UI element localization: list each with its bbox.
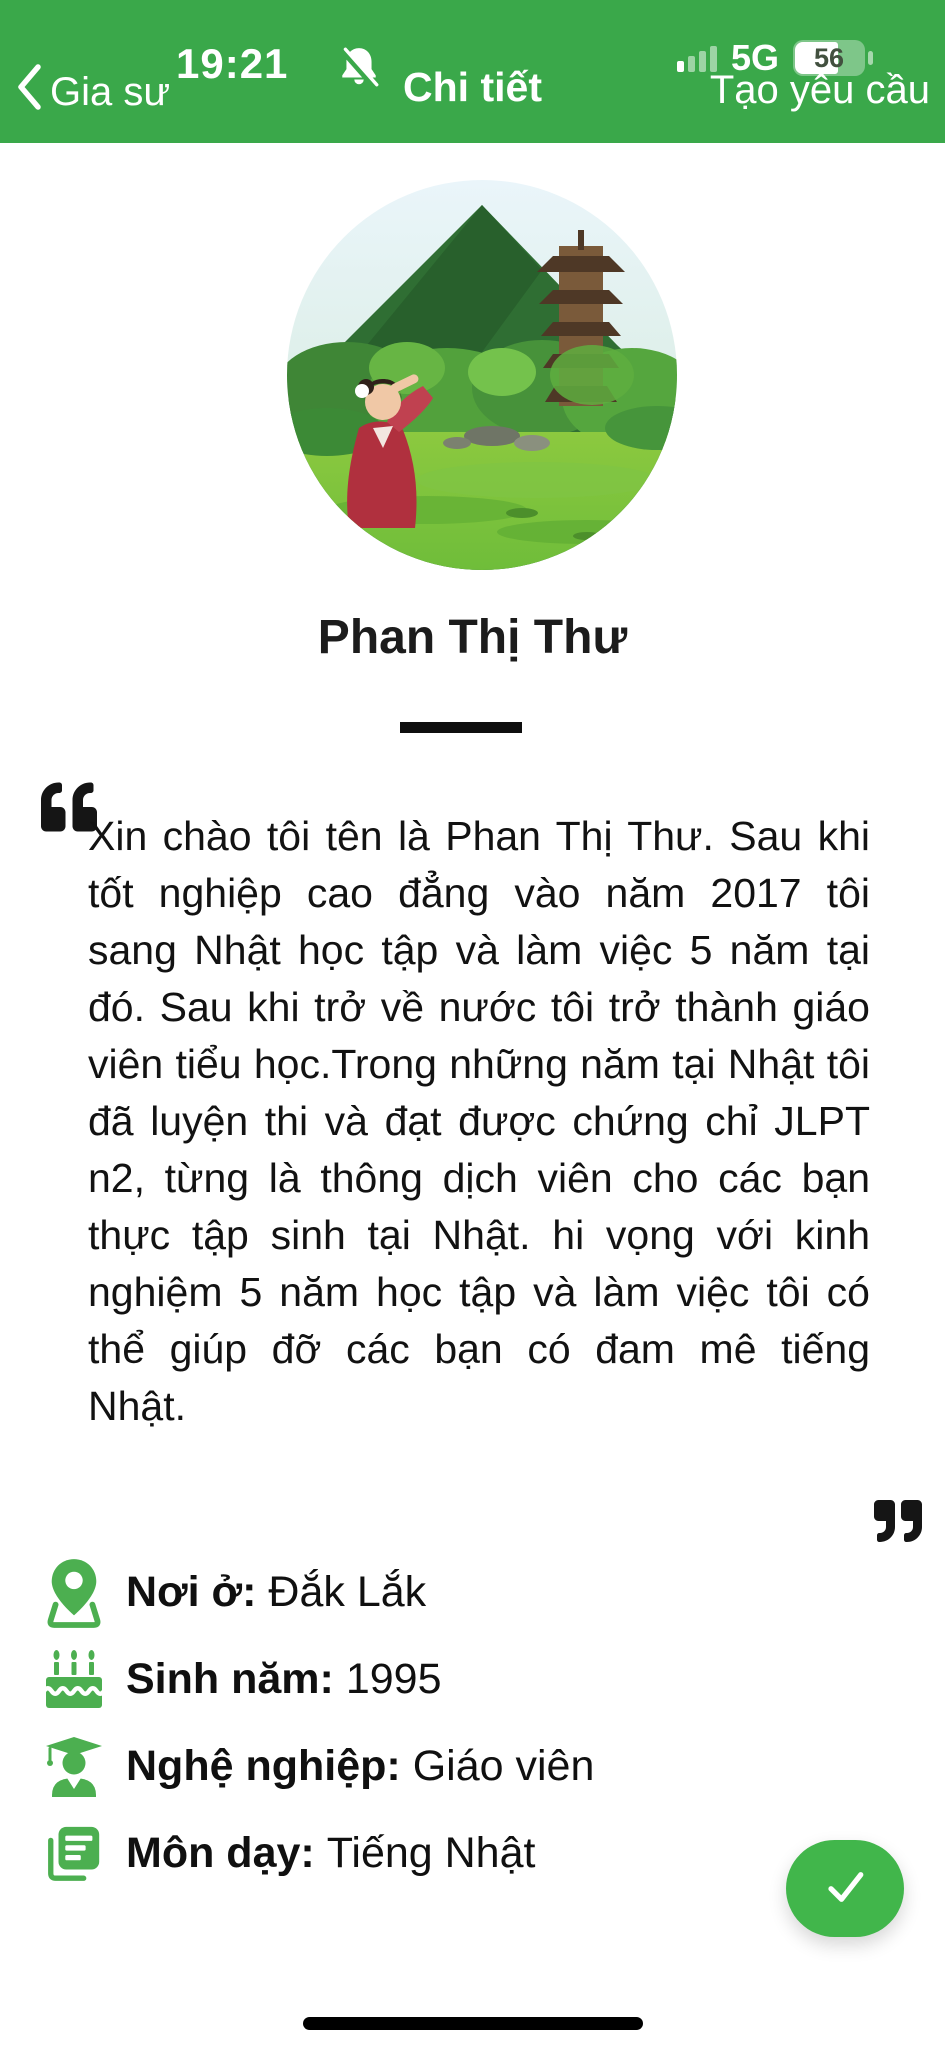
info-text xyxy=(126,1829,535,1878)
birthday-cake-icon xyxy=(40,1640,108,1720)
info-list xyxy=(40,1549,900,1897)
info-text xyxy=(126,1742,594,1791)
info-label: Môn dạy: xyxy=(126,1829,315,1877)
info-value: Giáo viên xyxy=(412,1742,595,1790)
battery-nub xyxy=(868,51,873,65)
info-row-occupation xyxy=(40,1723,900,1810)
back-button-label: Gia sư xyxy=(50,69,171,114)
check-icon xyxy=(817,1862,873,1915)
location-pin-icon xyxy=(40,1553,108,1633)
tutor-bio: Xin chào tôi tên là Phan Thị Thư. Sau khi tốt nghiệp cao đẳng vào năm 2017 tôi sang Nhật học tập và làm việc 5 năm tại đó. Sau khi trở về nước tôi trở thành giáo viên tiểu học.Trong những năm tại Nhật tôi đã luyện thi và đạt được chứng chỉ JLPT n2, từng là thông dịch viên cho các bạn thực tập sinh tại Nhật. hi vọng với kinh nghiệm 5 năm học tập và làm việc tôi có thể giúp đỡ các bạn có đam mê tiếng Nhật. xyxy=(88,813,870,1429)
info-value: Đắk Lắk xyxy=(268,1568,427,1616)
info-text xyxy=(126,1655,442,1704)
avatar-photo xyxy=(287,180,677,570)
tutor-name: Phan Thị Thư xyxy=(317,611,628,664)
home-indicator[interactable] xyxy=(303,2017,643,2030)
info-row-birth-year xyxy=(40,1636,900,1723)
battery-percent: 56 xyxy=(813,42,845,73)
avatar[interactable] xyxy=(287,180,677,570)
quote-close-icon xyxy=(872,1497,924,1550)
name-divider xyxy=(400,722,522,733)
graduate-icon xyxy=(40,1727,108,1807)
status-time: 19:21 xyxy=(176,40,289,87)
info-text xyxy=(126,1568,426,1617)
network-type: 5G xyxy=(730,37,779,78)
info-label: Sinh năm: xyxy=(126,1655,334,1703)
page-title: Chi tiết xyxy=(403,64,542,110)
info-label: Nghệ nghiệp: xyxy=(126,1742,401,1790)
confirm-button[interactable] xyxy=(786,1840,904,1937)
info-value: 1995 xyxy=(345,1655,442,1703)
book-list-icon xyxy=(40,1814,108,1894)
info-row-location xyxy=(40,1549,900,1636)
create-request-button[interactable]: Tạo yêu cầu xyxy=(709,68,930,112)
app-header xyxy=(0,0,945,143)
info-row-subject xyxy=(40,1810,900,1897)
info-value: Tiếng Nhật xyxy=(326,1829,536,1877)
info-label: Nơi ở: xyxy=(126,1568,257,1616)
